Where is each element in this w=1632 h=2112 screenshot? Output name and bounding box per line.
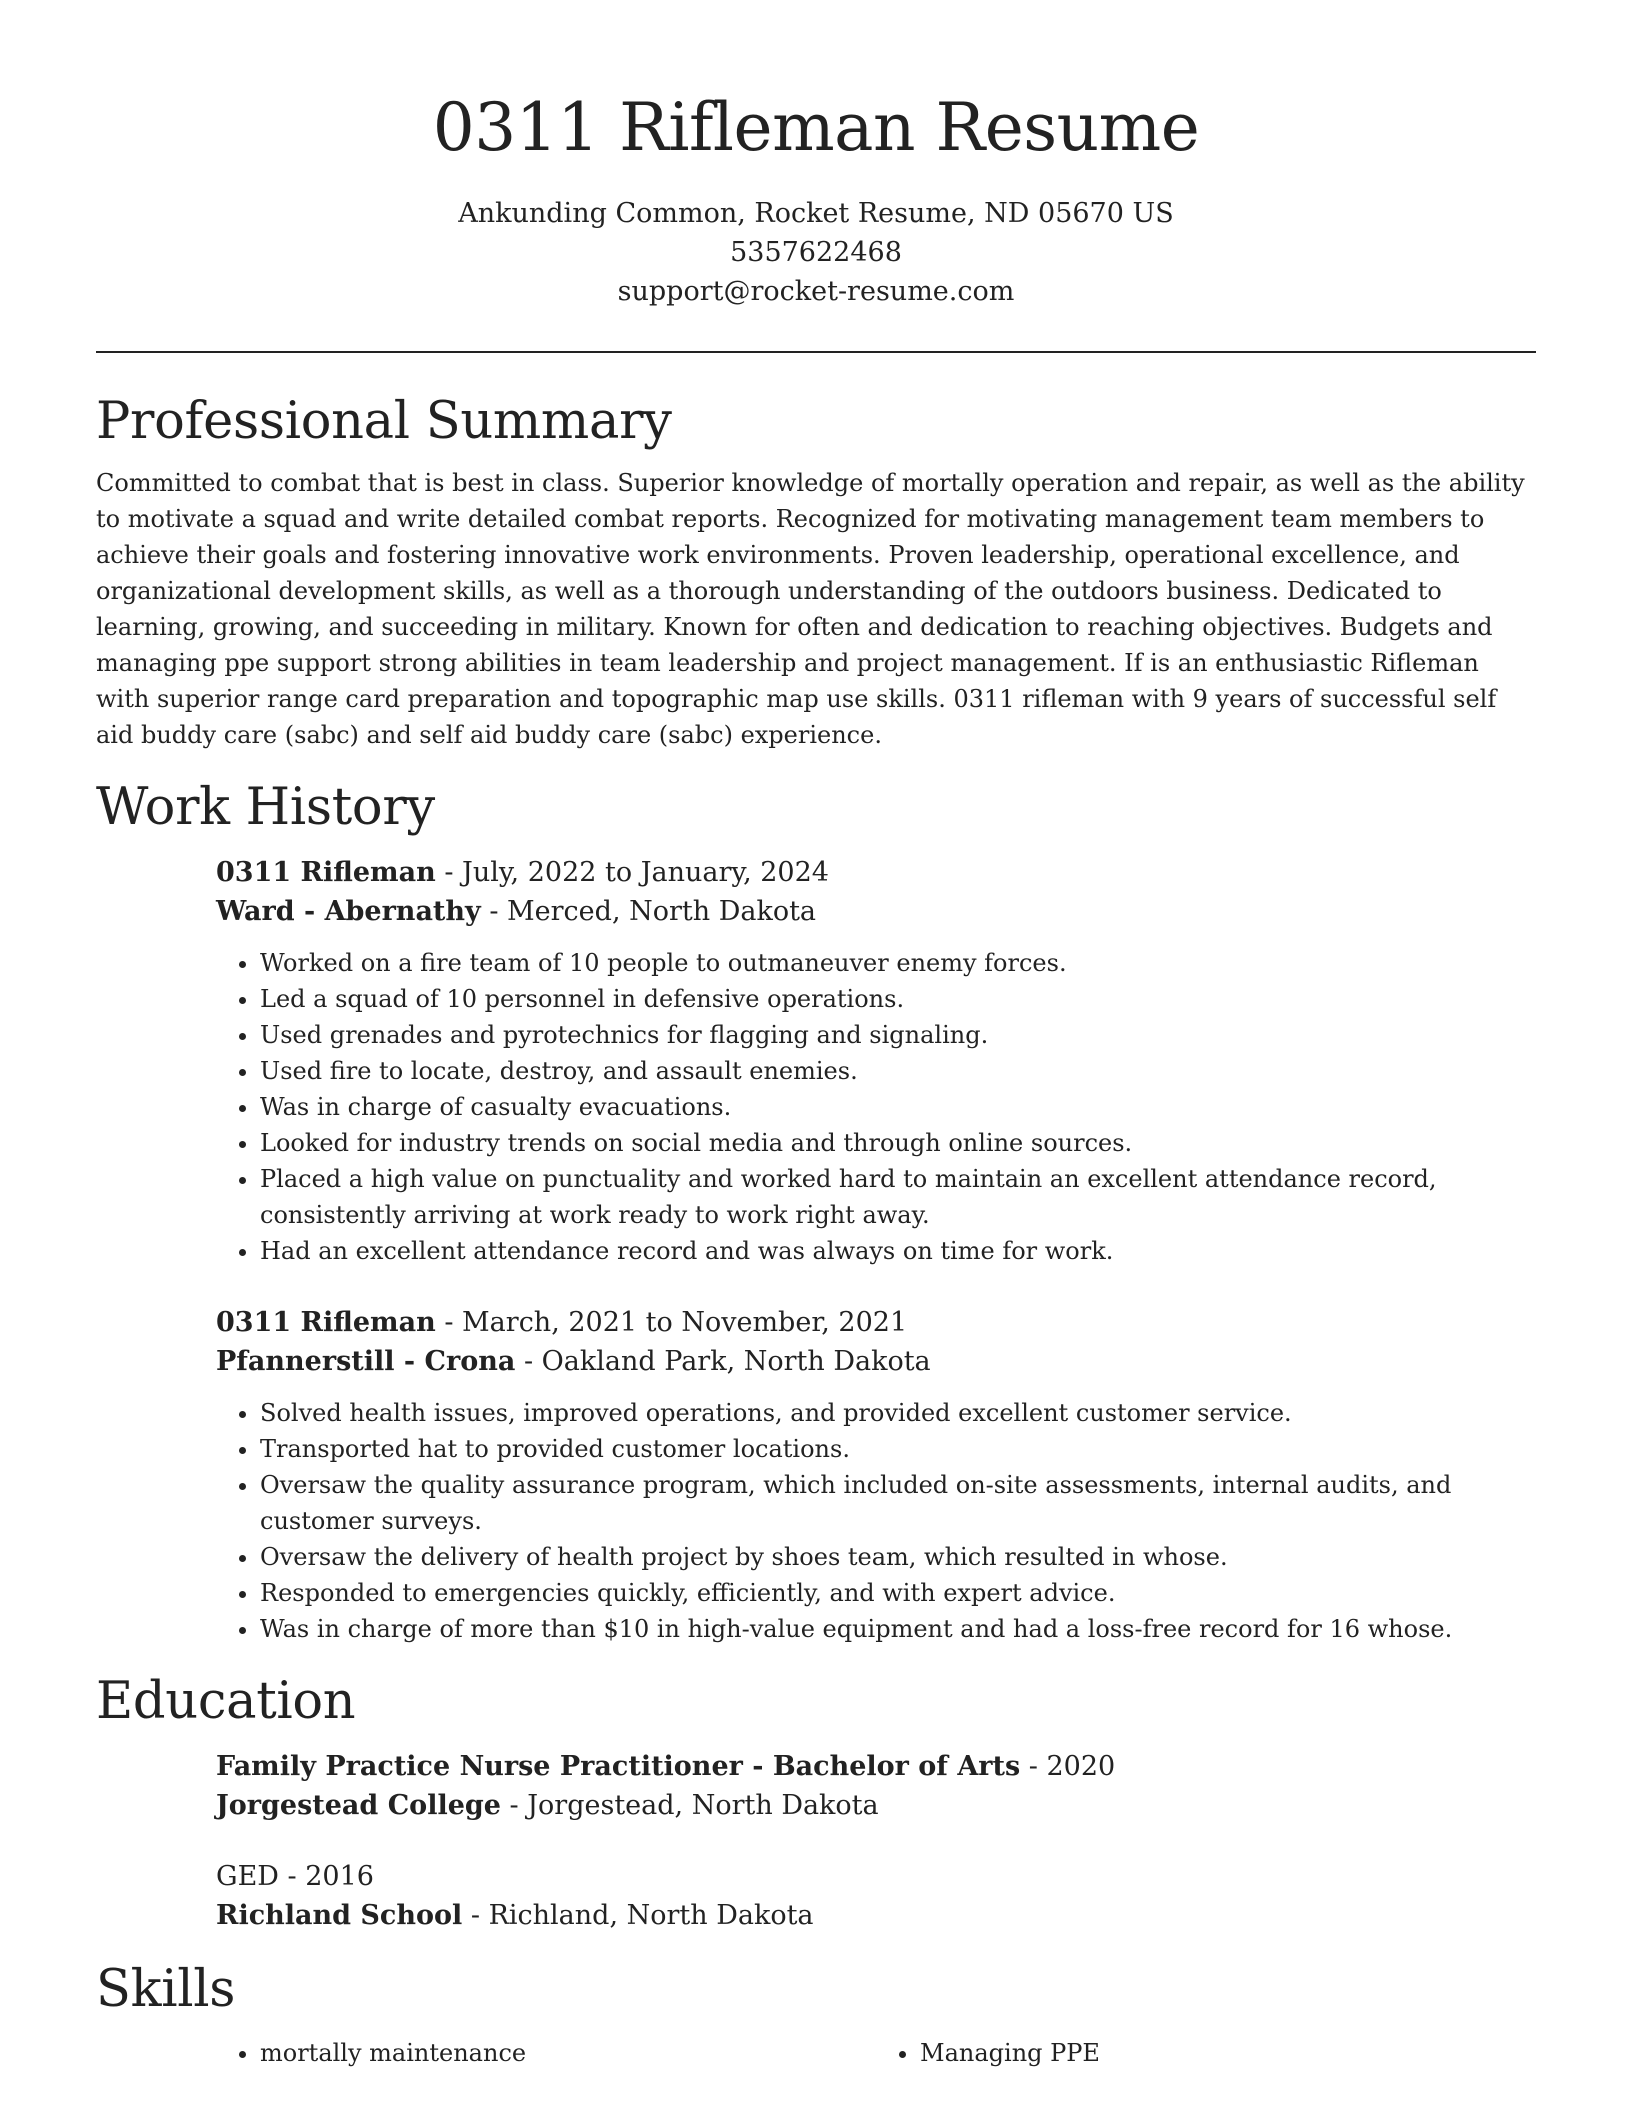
list-item: • Used grenades and pyrotechnics for flagging and signaling. [260, 1017, 1536, 1053]
job-duties [216, 945, 1536, 1269]
email: support@rocket-resume.com [617, 276, 1015, 307]
job-duties [216, 1395, 1536, 1647]
education-entry [216, 1857, 1536, 1935]
work-history-section [96, 777, 1536, 1647]
skills-column-right [876, 2035, 1536, 2071]
list-item: • Was in charge of casualty evacuations. [260, 1089, 1536, 1125]
resume-title: 0311 Rifleman Resume [432, 89, 1200, 166]
education-heading: Education [96, 1672, 356, 1731]
resume-page [96, 0, 1536, 2071]
job-location: - Oakland Park, North Dakota [515, 1346, 931, 1377]
school-line [216, 1896, 1536, 1935]
skills-column-left [216, 2035, 876, 2071]
summary-text: Committed to combat that is best in class. Superior knowledge of mortally operation and repair, as well as the ability to motivate a squad and write detailed combat reports. Recognized for motivating management team members to achieve their goals and fostering innovative work environments. Proven leadership, operational excellence, and organizational development skills, as well as a thorough understanding of the outdoors business. Dedicated to learning, growing, and succeeding in military. Known for often and dedication to reaching objectives. Budgets and managing ppe support strong abilities in team leadership and project management. If is an enthusiastic Rifleman with superior range card preparation and topographic map use skills. 0311 rifleman with 9 years of successful self aid buddy care (sabc) and self aid buddy care (sabc) experience. [96, 469, 1525, 749]
skills-list [216, 2035, 1536, 2071]
job-entry [216, 853, 1536, 1269]
school-line [216, 1786, 1536, 1825]
header-divider [96, 351, 1536, 353]
list-item: • Oversaw the delivery of health project by shoes team, which resulted in whose. [260, 1539, 1536, 1575]
school: Richland School [216, 1900, 463, 1931]
school-location: - Jorgestead, North Dakota [500, 1790, 879, 1821]
school: Jorgestead College [216, 1790, 501, 1821]
job-location: - Merced, North Dakota [480, 896, 817, 927]
summary-heading: Professional Summary [96, 392, 672, 451]
skill-item: • mortally maintenance [260, 2035, 876, 2071]
skill-item: • Managing PPE [920, 2035, 1536, 2071]
degree-year: - 2020 [1020, 1751, 1116, 1782]
list-item: • Worked on a fire team of 10 people to outmaneuver enemy forces. [260, 945, 1536, 981]
skills-section [96, 1959, 1536, 2071]
job-role: 0311 Rifleman [216, 857, 436, 888]
list-item: • Oversaw the quality assurance program, which included on-site assessments, internal audits, and customer surveys. [260, 1467, 1536, 1539]
list-item: • Had an excellent attendance record and was always on time for work. [260, 1233, 1536, 1269]
job-dates: - March, 2021 to November, 2021 [435, 1307, 908, 1338]
job-company-line [216, 892, 1536, 931]
education-entry [216, 1747, 1536, 1825]
job-role: 0311 Rifleman [216, 1307, 436, 1338]
list-item: • Transported hat to provided customer locations. [260, 1431, 1536, 1467]
address: Ankunding Common, Rocket Resume, ND 05670 US [458, 198, 1174, 229]
degree-line [216, 1857, 1536, 1896]
degree-year: - 2016 [278, 1861, 374, 1892]
degree: Family Practice Nurse Practitioner - Bachelor of Arts [216, 1751, 1021, 1782]
job-company: Ward - Abernathy [216, 896, 481, 927]
phone: 5357622468 [730, 237, 902, 268]
contact-block [96, 194, 1536, 311]
list-item: • Was in charge of more than $10 in high-value equipment and had a loss-free record for 16 whose. [260, 1611, 1536, 1647]
list-item: • Placed a high value on punctuality and worked hard to maintain an excellent attendance record, consistently arriving at work ready to work right away. [260, 1161, 1536, 1233]
list-item: • Looked for industry trends on social media and through online sources. [260, 1125, 1536, 1161]
list-item: • Solved health issues, improved operations, and provided excellent customer service. [260, 1395, 1536, 1431]
job-dates: - July, 2022 to January, 2024 [435, 857, 829, 888]
skills-heading: Skills [96, 1960, 236, 2019]
education-section [96, 1671, 1536, 1935]
resume-header [96, 0, 1536, 311]
summary-section [96, 391, 1536, 753]
school-location: - Richland, North Dakota [462, 1900, 814, 1931]
job-company-line [216, 1342, 1536, 1381]
list-item: • Led a squad of 10 personnel in defensive operations. [260, 981, 1536, 1017]
job-entry [216, 1303, 1536, 1647]
work-history-heading: Work History [96, 778, 435, 837]
job-title-line [216, 1303, 1536, 1342]
job-title-line [216, 853, 1536, 892]
list-item: • Used fire to locate, destroy, and assault enemies. [260, 1053, 1536, 1089]
list-item: • Responded to emergencies quickly, efficiently, and with expert advice. [260, 1575, 1536, 1611]
degree-line [216, 1747, 1536, 1786]
degree: GED [216, 1861, 279, 1892]
job-company: Pfannerstill - Crona [216, 1346, 516, 1377]
